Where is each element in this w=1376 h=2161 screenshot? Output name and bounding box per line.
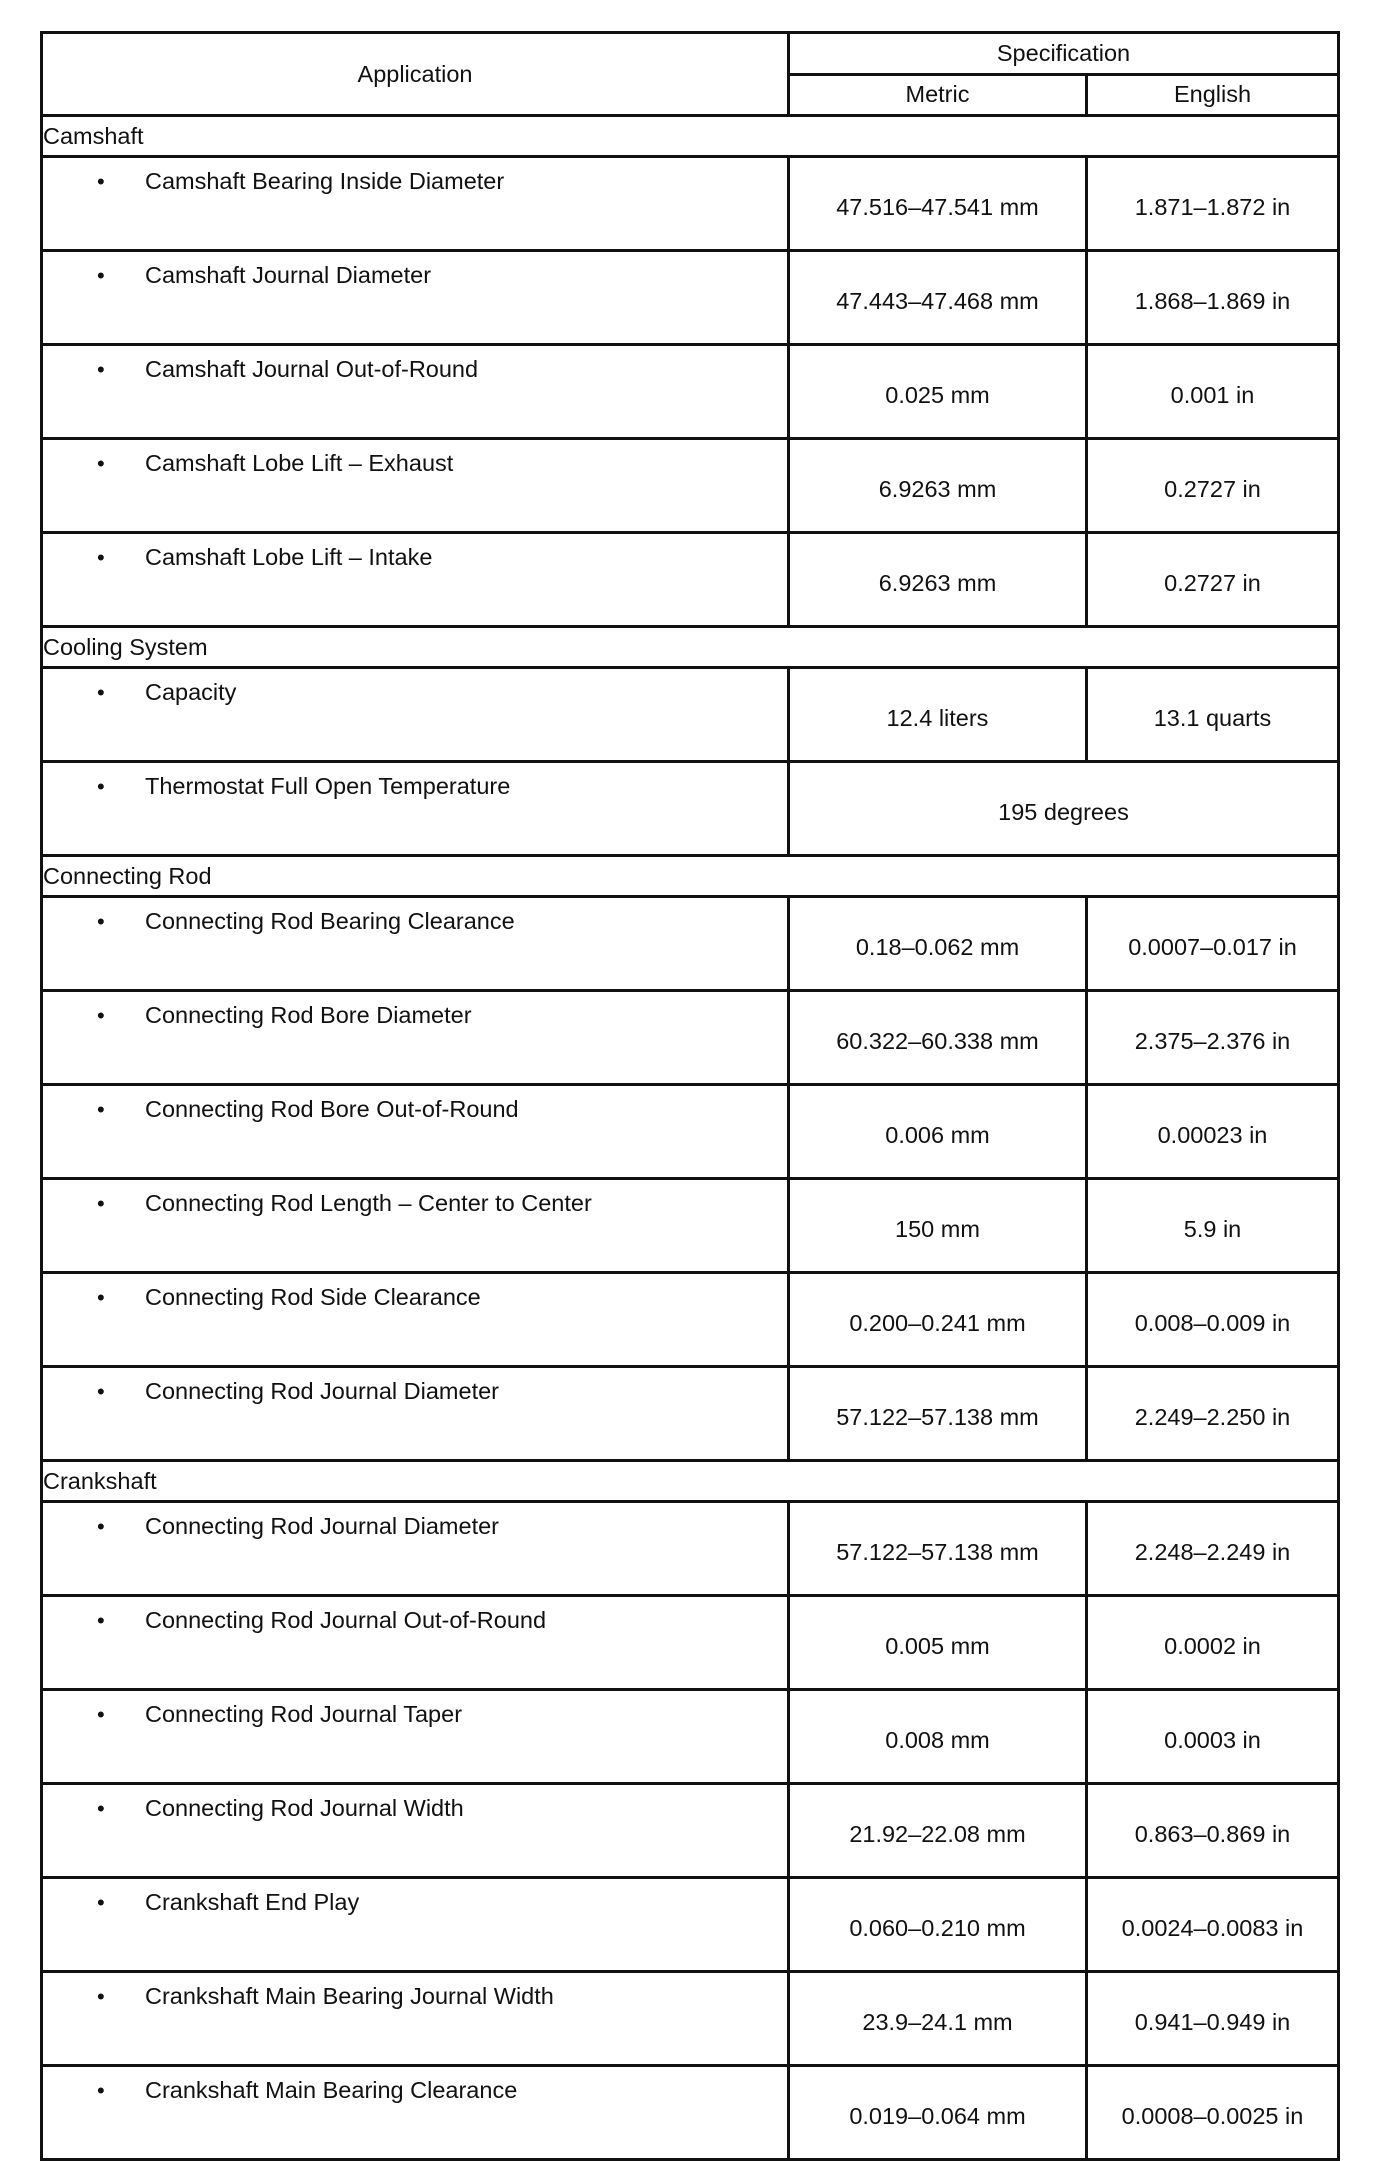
application-cell xyxy=(42,1085,789,1179)
table-row xyxy=(42,762,1339,856)
metric-value-cell: 47.516–47.541 mm xyxy=(789,157,1087,251)
metric-value-cell: 60.322–60.338 mm xyxy=(789,991,1087,1085)
metric-value-cell: 0.008 mm xyxy=(789,1690,1087,1784)
metric-value-cell: 0.200–0.241 mm xyxy=(789,1273,1087,1367)
application-cell xyxy=(42,897,789,991)
english-value-cell: 0.2727 in xyxy=(1087,439,1339,533)
table-row xyxy=(42,668,1339,762)
specification-table xyxy=(40,31,1340,2161)
application-header: Application xyxy=(42,33,789,116)
bullet-icon: • xyxy=(97,1003,105,1028)
english-value-cell: 0.0008–0.0025 in xyxy=(1087,2066,1339,2160)
english-value-cell: 0.0002 in xyxy=(1087,1596,1339,1690)
bullet-icon: • xyxy=(97,1097,105,1122)
application-label: Camshaft Lobe Lift – Exhaust xyxy=(145,450,454,476)
metric-value-cell: 47.443–47.468 mm xyxy=(789,251,1087,345)
bullet-icon: • xyxy=(97,451,105,476)
application-label: Connecting Rod Journal Out-of-Round xyxy=(145,1607,547,1633)
bullet-icon: • xyxy=(97,1984,105,2009)
application-cell xyxy=(42,991,789,1085)
english-value-cell: 0.863–0.869 in xyxy=(1087,1784,1339,1878)
table-row xyxy=(42,1690,1339,1784)
table-header xyxy=(42,33,1339,116)
english-value-cell: 13.1 quarts xyxy=(1087,668,1339,762)
application-label: Connecting Rod Journal Width xyxy=(145,1795,464,1821)
application-label: Camshaft Journal Diameter xyxy=(145,262,432,288)
application-label: Connecting Rod Journal Diameter xyxy=(145,1513,499,1539)
bullet-icon: • xyxy=(97,1514,105,1539)
table-row xyxy=(42,1502,1339,1596)
table-row xyxy=(42,1273,1339,1367)
application-label: Connecting Rod Journal Taper xyxy=(145,1701,463,1727)
metric-value-cell: 57.122–57.138 mm xyxy=(789,1502,1087,1596)
english-value-cell: 0.00023 in xyxy=(1087,1085,1339,1179)
application-label: Thermostat Full Open Temperature xyxy=(145,773,511,799)
bullet-icon: • xyxy=(97,2078,105,2103)
metric-value-cell: 0.005 mm xyxy=(789,1596,1087,1690)
table-row xyxy=(42,157,1339,251)
english-value-cell: 2.375–2.376 in xyxy=(1087,991,1339,1085)
english-value-cell: 5.9 in xyxy=(1087,1179,1339,1273)
table-row xyxy=(42,1784,1339,1878)
section-title: Camshaft xyxy=(42,116,1339,157)
bullet-icon: • xyxy=(97,909,105,934)
application-label: Connecting Rod Side Clearance xyxy=(145,1284,481,1310)
bullet-icon: • xyxy=(97,169,105,194)
english-value-cell: 0.008–0.009 in xyxy=(1087,1273,1339,1367)
english-value-cell: 2.249–2.250 in xyxy=(1087,1367,1339,1461)
english-value-cell: 0.001 in xyxy=(1087,345,1339,439)
bullet-icon: • xyxy=(97,1608,105,1633)
section-row xyxy=(42,116,1339,157)
application-cell xyxy=(42,668,789,762)
table-row xyxy=(42,2066,1339,2160)
metric-value-cell: 0.025 mm xyxy=(789,345,1087,439)
application-cell xyxy=(42,1878,789,1972)
application-cell xyxy=(42,1596,789,1690)
table-row xyxy=(42,1878,1339,1972)
section-title: Connecting Rod xyxy=(42,856,1339,897)
application-label: Camshaft Bearing Inside Diameter xyxy=(145,168,505,194)
bullet-icon: • xyxy=(97,680,105,705)
application-label: Crankshaft End Play xyxy=(145,1889,360,1915)
application-cell xyxy=(42,1367,789,1461)
section-row xyxy=(42,856,1339,897)
english-value-cell: 0.0003 in xyxy=(1087,1690,1339,1784)
application-cell xyxy=(42,1972,789,2066)
section-row xyxy=(42,1461,1339,1502)
table-row xyxy=(42,1367,1339,1461)
application-cell xyxy=(42,1273,789,1367)
application-cell xyxy=(42,439,789,533)
application-cell xyxy=(42,533,789,627)
application-cell xyxy=(42,2066,789,2160)
application-label: Camshaft Lobe Lift – Intake xyxy=(145,544,433,570)
application-cell xyxy=(42,1179,789,1273)
english-header: English xyxy=(1087,74,1339,116)
application-cell xyxy=(42,1502,789,1596)
application-cell xyxy=(42,1690,789,1784)
english-value-cell: 0.2727 in xyxy=(1087,533,1339,627)
bullet-icon: • xyxy=(97,1379,105,1404)
application-cell xyxy=(42,1784,789,1878)
table-body xyxy=(42,116,1339,2160)
table-row xyxy=(42,1085,1339,1179)
english-value-cell: 1.871–1.872 in xyxy=(1087,157,1339,251)
metric-value-cell: 0.18–0.062 mm xyxy=(789,897,1087,991)
english-value-cell: 1.868–1.869 in xyxy=(1087,251,1339,345)
application-label: Crankshaft Main Bearing Clearance xyxy=(145,2077,518,2103)
table-row xyxy=(42,991,1339,1085)
table-row xyxy=(42,345,1339,439)
section-title: Cooling System xyxy=(42,627,1339,668)
section-row xyxy=(42,627,1339,668)
bullet-icon: • xyxy=(97,1285,105,1310)
metric-value-cell: 6.9263 mm xyxy=(789,533,1087,627)
metric-header: Metric xyxy=(789,74,1087,116)
metric-value-cell: 57.122–57.138 mm xyxy=(789,1367,1087,1461)
table-row xyxy=(42,897,1339,991)
application-label: Connecting Rod Bore Diameter xyxy=(145,1002,472,1028)
english-value-cell: 2.248–2.249 in xyxy=(1087,1502,1339,1596)
application-label: Connecting Rod Bearing Clearance xyxy=(145,908,515,934)
metric-value-cell: 23.9–24.1 mm xyxy=(789,1972,1087,2066)
metric-value-cell: 12.4 liters xyxy=(789,668,1087,762)
application-label: Crankshaft Main Bearing Journal Width xyxy=(145,1983,554,2009)
combined-value-cell: 195 degrees xyxy=(789,762,1339,856)
bullet-icon: • xyxy=(97,263,105,288)
table-row xyxy=(42,1596,1339,1690)
table-row xyxy=(42,1972,1339,2066)
metric-value-cell: 21.92–22.08 mm xyxy=(789,1784,1087,1878)
application-label: Connecting Rod Journal Diameter xyxy=(145,1378,499,1404)
metric-value-cell: 0.006 mm xyxy=(789,1085,1087,1179)
bullet-icon: • xyxy=(97,1796,105,1821)
application-label: Connecting Rod Bore Out-of-Round xyxy=(145,1096,519,1122)
application-cell xyxy=(42,762,789,856)
bullet-icon: • xyxy=(97,1191,105,1216)
metric-value-cell: 6.9263 mm xyxy=(789,439,1087,533)
bullet-icon: • xyxy=(97,545,105,570)
application-cell xyxy=(42,345,789,439)
application-cell xyxy=(42,251,789,345)
table-row xyxy=(42,533,1339,627)
metric-value-cell: 0.019–0.064 mm xyxy=(789,2066,1087,2160)
table-row xyxy=(42,251,1339,345)
section-title: Crankshaft xyxy=(42,1461,1339,1502)
application-cell xyxy=(42,157,789,251)
specification-header: Specification xyxy=(789,33,1339,75)
metric-value-cell: 150 mm xyxy=(789,1179,1087,1273)
bullet-icon: • xyxy=(97,357,105,382)
table-row xyxy=(42,439,1339,533)
english-value-cell: 0.941–0.949 in xyxy=(1087,1972,1339,2066)
bullet-icon: • xyxy=(97,1702,105,1727)
application-label: Connecting Rod Length – Center to Center xyxy=(145,1190,592,1216)
application-label: Camshaft Journal Out-of-Round xyxy=(145,356,479,382)
english-value-cell: 0.0007–0.017 in xyxy=(1087,897,1339,991)
metric-value-cell: 0.060–0.210 mm xyxy=(789,1878,1087,1972)
bullet-icon: • xyxy=(97,774,105,799)
english-value-cell: 0.0024–0.0083 in xyxy=(1087,1878,1339,1972)
bullet-icon: • xyxy=(97,1890,105,1915)
table-row xyxy=(42,1179,1339,1273)
application-label: Capacity xyxy=(145,679,237,705)
